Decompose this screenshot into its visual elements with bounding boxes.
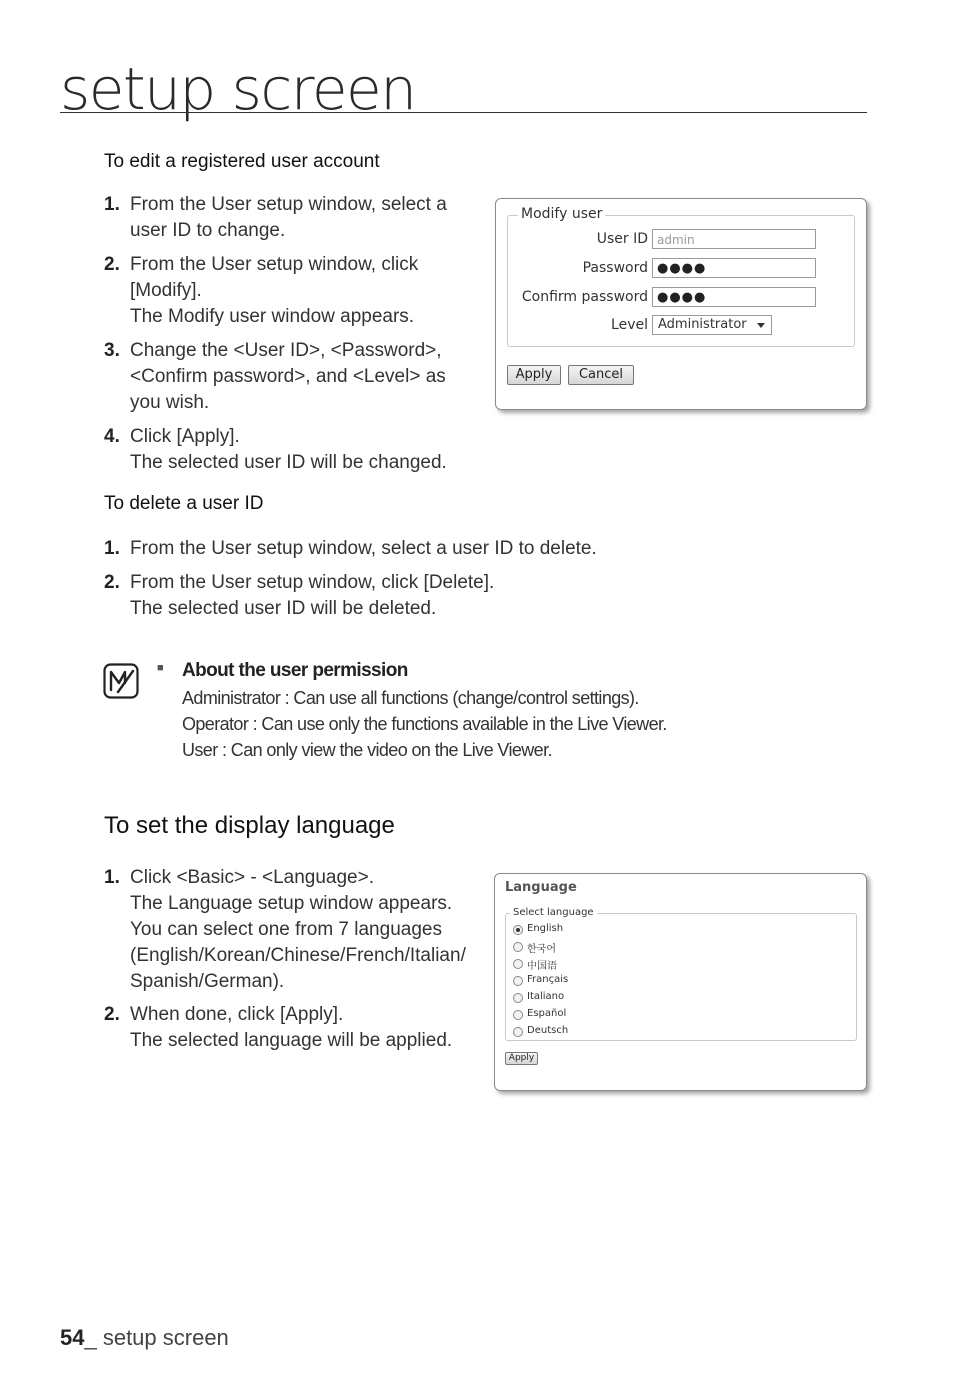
note-line: Operator : Can use only the functions available in the Live Viewer. bbox=[182, 714, 667, 734]
radio-icon[interactable] bbox=[513, 993, 523, 1003]
step-number: 2. bbox=[104, 254, 120, 275]
step-line: Spanish/German). bbox=[130, 971, 285, 992]
radio-icon[interactable] bbox=[513, 942, 523, 952]
step-line: From the User setup window, click bbox=[130, 254, 419, 275]
note-line: Administrator : Can use all functions (change/control settings). bbox=[182, 688, 639, 708]
step-line: user ID to change. bbox=[130, 220, 286, 241]
modify-user-dialog bbox=[495, 198, 867, 410]
language-section-heading: To set the display language bbox=[104, 812, 395, 839]
confirm-password-label: Confirm password bbox=[521, 289, 648, 305]
edit-user-subheading: To edit a registered user account bbox=[104, 151, 380, 172]
step-line: The Language setup window appears. bbox=[130, 893, 453, 914]
edit-step-4 bbox=[104, 424, 484, 476]
step-line: From the User setup window, click [Delete]. bbox=[130, 572, 495, 593]
step-line: The selected user ID will be changed. bbox=[130, 452, 447, 473]
language-option-label: Français bbox=[527, 974, 569, 985]
step-line: The Modify user window appears. bbox=[130, 306, 415, 327]
step-line: (English/Korean/Chinese/French/Italian/ bbox=[130, 945, 466, 966]
edit-step-1 bbox=[104, 192, 484, 244]
step-line: You can select one from 7 languages bbox=[130, 919, 442, 940]
step-number: 1. bbox=[104, 867, 120, 888]
step-line: Change the <User ID>, <Password>, bbox=[130, 340, 442, 361]
note-block bbox=[157, 660, 677, 770]
step-number: 2. bbox=[104, 1004, 120, 1025]
language-apply-button[interactable]: Apply bbox=[505, 1052, 538, 1065]
language-option-label: Español bbox=[527, 1008, 567, 1019]
level-select[interactable] bbox=[652, 315, 772, 335]
title-rule bbox=[60, 112, 867, 113]
step-number: 4. bbox=[104, 426, 120, 447]
delete-user-subheading: To delete a user ID bbox=[104, 493, 264, 514]
language-option-label: Italiano bbox=[527, 991, 565, 1002]
page-title: setup screen bbox=[60, 55, 416, 123]
edit-step-3 bbox=[104, 338, 494, 416]
modify-user-fieldset bbox=[507, 206, 855, 347]
step-number: 1. bbox=[104, 194, 120, 215]
radio-selected-icon[interactable] bbox=[513, 925, 523, 935]
password-input[interactable]: ●●●● bbox=[652, 258, 816, 278]
language-option-label: Deutsch bbox=[527, 1025, 569, 1036]
select-language-legend: Select language bbox=[510, 907, 597, 918]
radio-icon[interactable] bbox=[513, 1010, 523, 1020]
step-line: From the User setup window, select a bbox=[130, 194, 447, 215]
cancel-button[interactable]: Cancel bbox=[568, 365, 634, 385]
delete-step-1 bbox=[104, 536, 724, 562]
step-line: you wish. bbox=[130, 392, 210, 413]
select-language-fieldset bbox=[505, 907, 857, 1041]
step-line: Click <Basic> - <Language>. bbox=[130, 867, 374, 888]
confirm-password-input[interactable]: ●●●● bbox=[652, 287, 816, 307]
modify-user-legend: Modify user bbox=[518, 206, 605, 222]
step-line: The selected user ID will be deleted. bbox=[130, 598, 437, 619]
chevron-down-icon bbox=[757, 323, 765, 328]
step-line: Click [Apply]. bbox=[130, 426, 240, 447]
level-label: Level bbox=[611, 317, 648, 333]
page-footer bbox=[60, 1325, 229, 1351]
apply-button[interactable]: Apply bbox=[507, 365, 561, 385]
language-option-label: 中国语 bbox=[527, 961, 557, 972]
step-number: 2. bbox=[104, 572, 120, 593]
step-number: 3. bbox=[104, 340, 120, 361]
user-id-label: User ID bbox=[596, 231, 648, 247]
radio-icon[interactable] bbox=[513, 976, 523, 986]
language-radio-group bbox=[513, 923, 713, 1038]
language-step-2 bbox=[104, 1002, 489, 1054]
delete-step-2 bbox=[104, 570, 724, 622]
footer-label: _ setup screen bbox=[84, 1325, 229, 1350]
step-line: The selected language will be applied. bbox=[130, 1030, 453, 1051]
step-line: [Modify]. bbox=[130, 280, 202, 301]
note-icon bbox=[103, 663, 139, 699]
edit-step-2 bbox=[104, 252, 484, 330]
note-bullet: ■ bbox=[157, 662, 164, 674]
note-line: User : Can only view the video on the Live Viewer. bbox=[182, 740, 552, 760]
language-dialog-title: Language bbox=[505, 880, 577, 895]
password-label: Password bbox=[582, 260, 648, 276]
step-line: When done, click [Apply]. bbox=[130, 1004, 344, 1025]
radio-icon[interactable] bbox=[513, 959, 523, 969]
step-number: 1. bbox=[104, 538, 120, 559]
language-option-label: English bbox=[527, 923, 564, 934]
level-select-value: Administrator bbox=[658, 317, 747, 332]
radio-icon[interactable] bbox=[513, 1027, 523, 1037]
step-line: From the User setup window, select a user ID to delete. bbox=[130, 538, 597, 559]
step-line: <Confirm password>, and <Level> as bbox=[130, 366, 446, 387]
language-dialog bbox=[494, 873, 867, 1091]
page-number: 54 bbox=[60, 1325, 85, 1350]
language-option-label: 한국어 bbox=[527, 944, 556, 955]
note-title: About the user permission bbox=[182, 660, 408, 681]
user-id-input[interactable]: admin bbox=[652, 229, 816, 249]
language-step-1 bbox=[104, 865, 489, 995]
